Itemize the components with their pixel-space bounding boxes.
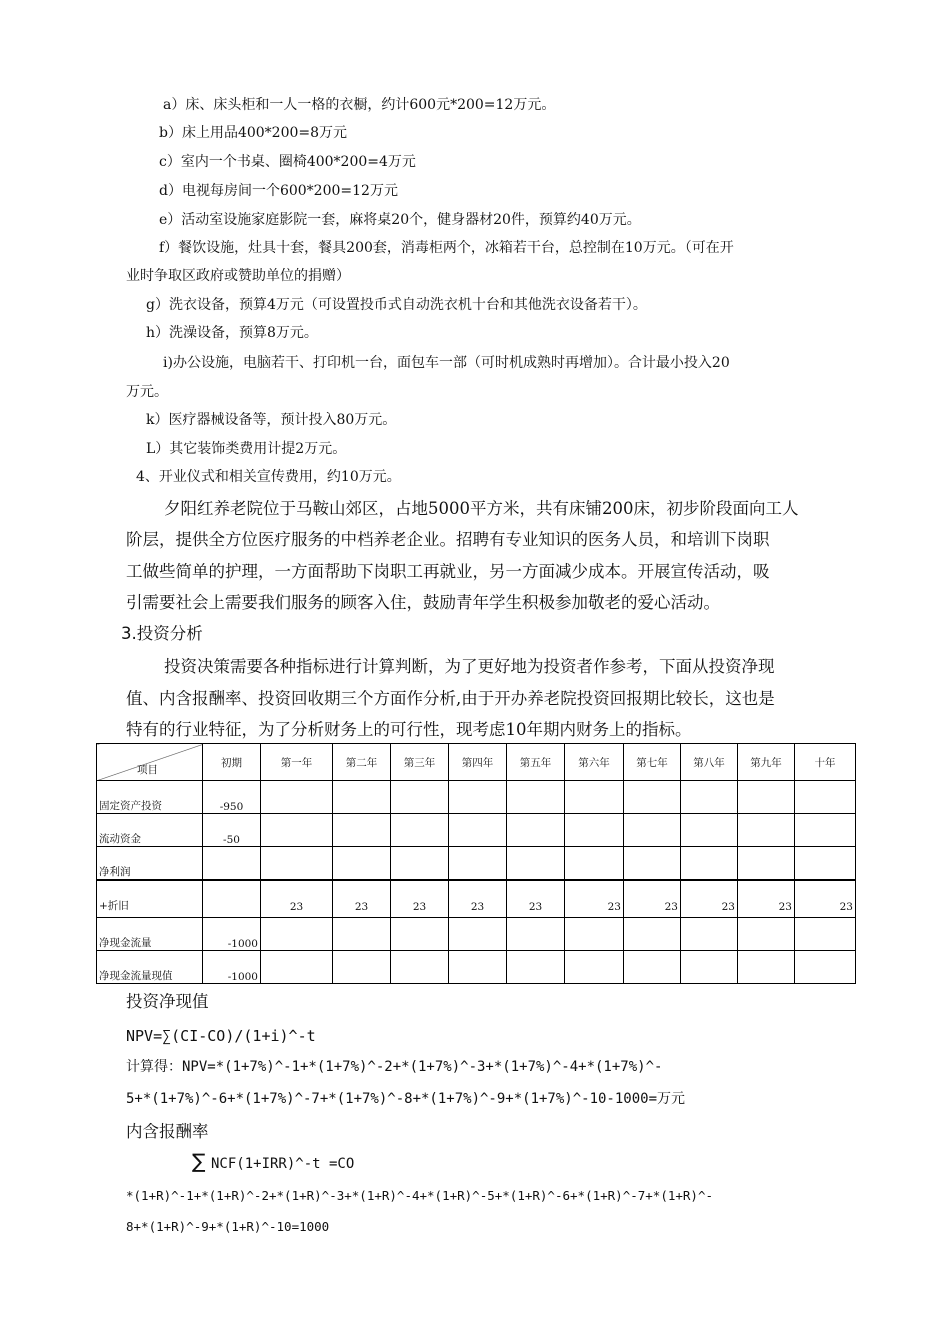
table-cell: [738, 918, 795, 951]
table-cell: [391, 951, 449, 984]
table-header-row: [97, 744, 856, 781]
npv-calc-line-2: 5+*(1+7%)^-6+*(1+7%)^-7+*(1+7%)^-8+*(1+7%)^-9+*(1+7%)^-10-1000=万元: [126, 1091, 686, 1107]
table-cell: [261, 814, 333, 847]
item-i-cont: 万元。: [126, 384, 168, 400]
item-e: e）活动室设施家庭影院一套，麻将桌20个，健身器材20件，预算约40万元。: [159, 212, 641, 228]
initial-cell: [203, 847, 261, 881]
npv-formula: NPV=∑(CI-CO)/(1+i)^-t: [126, 1027, 316, 1045]
analysis-line-3: 特有的行业特征，为了分析财务上的可行性，现考虑10年期内财务上的指标。: [126, 720, 692, 739]
table-cell: [624, 918, 681, 951]
table-cell: [681, 781, 738, 814]
column-header: 第七年: [624, 744, 681, 781]
table-cell: [738, 814, 795, 847]
table-cell: [624, 814, 681, 847]
table-cell: [507, 918, 565, 951]
intro-line-2: 阶层，提供全方位医疗服务的中档养老企业。招聘有专业知识的医务人员，和培训下岗职: [126, 530, 770, 549]
table-cell: [738, 951, 795, 984]
table-cell: [507, 847, 565, 881]
column-header: 第四年: [449, 744, 507, 781]
table-cell: 23: [565, 880, 624, 918]
table-cell: [333, 847, 391, 881]
column-header: 初期: [203, 744, 261, 781]
table-cell: [565, 951, 624, 984]
corner-cell: [97, 744, 203, 781]
column-header: 第五年: [507, 744, 565, 781]
irr-formula: NCF(1+IRR)^-t =CO: [211, 1156, 355, 1172]
section-heading: 3.投资分析: [121, 624, 203, 643]
irr-calc-line-2: 8+*(1+R)^-9+*(1+R)^-10=1000: [126, 1219, 330, 1234]
initial-cell: -950: [203, 781, 261, 814]
analysis-line-1: 投资决策需要各种指标进行计算判断，为了更好地为投资者作参考，下面从投资净现: [164, 657, 775, 676]
table-cell: 23: [681, 880, 738, 918]
item-k: k）医疗器械设备等，预计投入80万元。: [146, 412, 397, 428]
initial-cell: -1000: [203, 918, 261, 951]
npv-calc-line-1: 计算得：NPV=*(1+7%)^-1+*(1+7%)^-2+*(1+7%)^-3+*(1+7%)^-4+*(1+7%)^-: [126, 1059, 663, 1075]
item-f-cont: 业时争取区政府或赞助单位的捐赠）: [126, 268, 350, 284]
item-h: h）洗澡设备，预算8万元。: [146, 325, 318, 341]
intro-line-3: 工做些简单的护理，一方面帮助下岗职工再就业，另一方面减少成本。开展宣传活动，吸: [126, 562, 770, 581]
table-cell: [333, 951, 391, 984]
table-cell: 23: [624, 880, 681, 918]
table-cell: [507, 951, 565, 984]
row-label: 净利润: [97, 847, 203, 881]
table-cell: [624, 951, 681, 984]
table-cell: [261, 847, 333, 881]
table-cell: [681, 918, 738, 951]
table-cell: [565, 781, 624, 814]
item-l: L）其它装饰类费用计提2万元。: [146, 441, 347, 457]
table-cell: [391, 781, 449, 814]
column-header: 第八年: [681, 744, 738, 781]
table-cell: 23: [449, 880, 507, 918]
table-cell: [449, 814, 507, 847]
table-cell: 23: [391, 880, 449, 918]
table-cell: [333, 918, 391, 951]
table-cell: [681, 847, 738, 881]
table-cell: 23: [795, 880, 856, 918]
table-cell: 23: [738, 880, 795, 918]
table-row: [97, 814, 856, 847]
table-cell: [333, 814, 391, 847]
table-cell: [261, 951, 333, 984]
initial-cell: -50: [203, 814, 261, 847]
table-cell: [795, 781, 856, 814]
table-cell: [565, 814, 624, 847]
table-cell: [681, 814, 738, 847]
initial-cell: -1000: [203, 951, 261, 984]
table-cell: [738, 847, 795, 881]
table-cell: [565, 918, 624, 951]
row-label: +折旧: [97, 880, 203, 918]
row-label: 固定资产投资: [97, 781, 203, 814]
item-f: f）餐饮设施，灶具十套，餐具200套，消毒柜两个，冰箱若干台，总控制在10万元。（可在开: [159, 240, 734, 256]
investment-table: [96, 743, 856, 984]
table-cell: [738, 781, 795, 814]
irr-calc-line-1: *(1+R)^-1+*(1+R)^-2+*(1+R)^-3+*(1+R)^-4+*(1+R)^-5+*(1+R)^-6+*(1+R)^-7+*(1+R)^-: [126, 1188, 713, 1203]
irr-heading: 内含报酬率: [126, 1122, 209, 1141]
intro-line-1: 夕阳红养老院位于马鞍山郊区，占地5000平方米，共有床铺200床，初步阶段面向工人: [164, 499, 799, 518]
column-header: 第二年: [333, 744, 391, 781]
table-cell: [624, 781, 681, 814]
table-cell: [795, 918, 856, 951]
table-row: [97, 951, 856, 984]
table-cell: [391, 814, 449, 847]
table-cell: [507, 781, 565, 814]
column-header: 十年: [795, 744, 856, 781]
table-cell: [449, 951, 507, 984]
row-label: 流动资金: [97, 814, 203, 847]
table-cell: 23: [333, 880, 391, 918]
table-cell: [507, 814, 565, 847]
table-cell: [449, 918, 507, 951]
table-cell: [681, 951, 738, 984]
table-row: [97, 918, 856, 951]
row-label: 净现金流量现值: [97, 951, 203, 984]
item-c: c）室内一个书桌、圈椅400*200=4万元: [159, 154, 416, 170]
column-header: 第六年: [565, 744, 624, 781]
table-row: [97, 847, 856, 881]
table-cell: [261, 918, 333, 951]
intro-line-4: 引需要社会上需要我们服务的顾客入住，鼓励青年学生积极参加敬老的爱心活动。: [126, 593, 720, 612]
table-row: [97, 880, 856, 918]
item-4: 4、开业仪式和相关宣传费用，约10万元。: [136, 469, 401, 485]
column-header: 第九年: [738, 744, 795, 781]
table-cell: [449, 847, 507, 881]
column-header: 第三年: [391, 744, 449, 781]
item-g: g）洗衣设备，预算4万元（可设置投币式自动洗衣机十台和其他洗衣设备若干）。: [146, 297, 647, 313]
table-cell: [391, 918, 449, 951]
table-cell: 23: [507, 880, 565, 918]
table-cell: [624, 847, 681, 881]
table-cell: [391, 847, 449, 881]
table-cell: [795, 847, 856, 881]
row-label: 净现金流量: [97, 918, 203, 951]
item-i: i)办公设施，电脑若干、打印机一台，面包车一部（可时机成熟时再增加）。合计最小投入20: [163, 355, 730, 371]
item-b: b）床上用品400*200=8万元: [159, 125, 348, 141]
sigma-symbol: ∑: [192, 1149, 206, 1173]
column-header: 第一年: [261, 744, 333, 781]
table-row: [97, 781, 856, 814]
item-a: a）床、床头柜和一人一格的衣橱，约计600元*200=12万元。: [163, 97, 556, 113]
table-cell: 23: [261, 880, 333, 918]
item-d: d）电视每房间一个600*200=12万元: [159, 183, 398, 199]
initial-cell: [203, 880, 261, 918]
table-cell: [795, 814, 856, 847]
table-cell: [449, 781, 507, 814]
table-cell: [261, 781, 333, 814]
corner-label: 项目: [137, 764, 158, 776]
table-cell: [333, 781, 391, 814]
npv-heading: 投资净现值: [126, 992, 209, 1011]
analysis-line-2: 值、内含报酬率、投资回收期三个方面作分析,由于开办养老院投资回报期比较长，这也是: [126, 689, 775, 708]
table-cell: [795, 951, 856, 984]
table-cell: [565, 847, 624, 881]
